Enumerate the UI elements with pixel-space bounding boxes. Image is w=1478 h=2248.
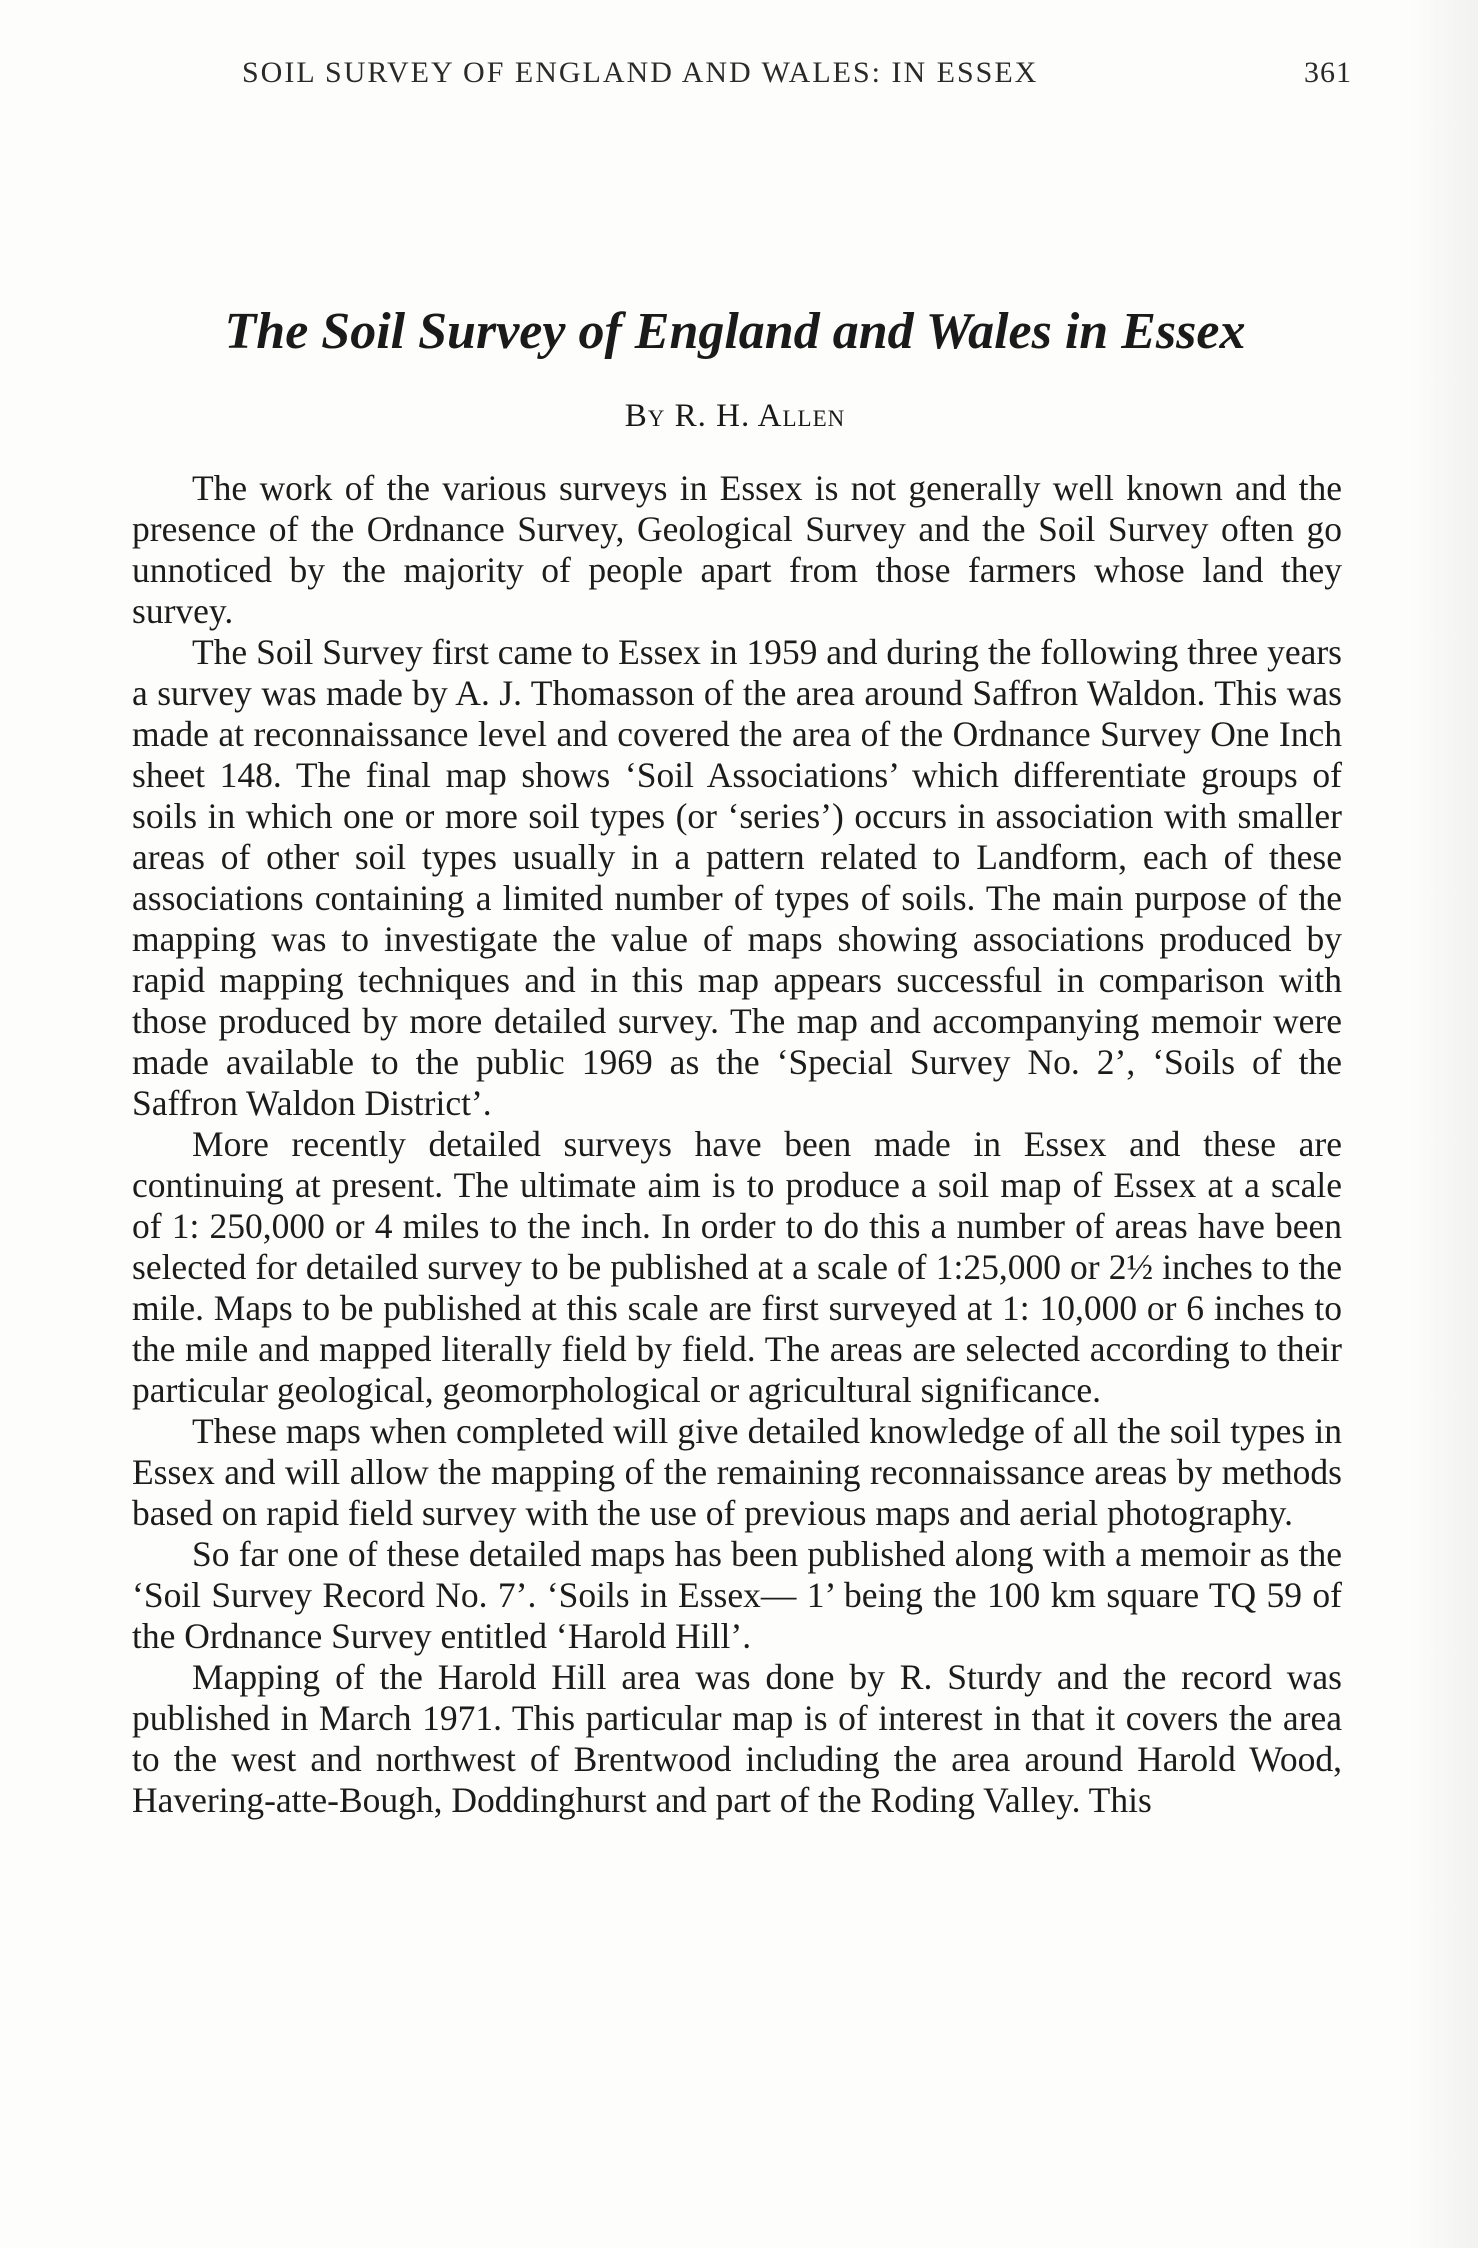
running-head-title: SOIL SURVEY OF ENGLAND AND WALES: IN ESSEX [242, 56, 1039, 89]
paragraph-4: These maps when completed will give detailed knowledge of all the soil types in Essex and will allow the mapping of the remaining reconnaissance areas by methods based on rapid field survey with the use of previous maps and aerial photography. [132, 1411, 1342, 1533]
page-number: 361 [1304, 56, 1352, 89]
page-edge-shadow [1408, 0, 1478, 2248]
paragraph-1: The work of the various surveys in Essex is not generally well known and the presence of the Ordnance Survey, Geological Survey and the Soil Survey often go unnoticed by the majority of people apart from those farmers whose land they survey. [132, 468, 1342, 631]
paragraph-3: More recently detailed surveys have been made in Essex and these are continuing at present. The ultimate aim is to produce a soil map of Essex at a scale of 1: 250,000 or 4 miles to the inch. In order to do this a number of areas have been selected for detailed survey to be published at a scale of 1:25,000 or 2½ inches to the mile. Maps to be published at this scale are first surveyed at 1: 10,000 or 6 inches to the mile and mapped literally field by field. The areas are selected according to their particular geological, geomorphological or agricultural significance. [132, 1124, 1342, 1410]
paragraph-6: Mapping of the Harold Hill area was done by R. Sturdy and the record was published in March 1971. This particular map is of interest in that it covers the area to the west and northwest of Brentwood including the area around Harold Wood, Havering-atte-Bough, Doddinghurst and part of the Roding Valley. This [132, 1657, 1342, 1820]
article-title: The Soil Survey of England and Wales in Essex [224, 303, 1246, 360]
paragraph-2: The Soil Survey first came to Essex in 1959 and during the following three years a survey was made by A. J. Thomasson of the area around Saffron Waldon. This was made at reconnaissance level and covered the area of the Ordnance Survey One Inch sheet 148. The final map shows ‘Soil Associations’ which differentiate groups of soils in which one or more soil types (or ‘series’) occurs in association with smaller areas of other soil types usually in a pattern related to Landform, each of these associations containing a limited number of types of soils. The main purpose of the mapping was to investigate the value of maps showing associations produced by rapid mapping techniques and in this map appears successful in comparison with those produced by more detailed survey. The map and accompanying memoir were made available to the public 1969 as the ‘Special Survey No. 2’, ‘Soils of the Saffron Waldon District’. [132, 632, 1342, 1123]
article-body [132, 468, 1342, 1821]
running-head [242, 56, 1352, 96]
article-byline: By R. H. Allen [624, 398, 846, 434]
paragraph-5: So far one of these detailed maps has been published along with a memoir as the ‘Soil Survey Record No. 7’. ‘Soils in Essex— 1’ being the 100 km square TQ 59 of the Ordnance Survey entitled ‘Harold Hill’. [132, 1534, 1342, 1656]
